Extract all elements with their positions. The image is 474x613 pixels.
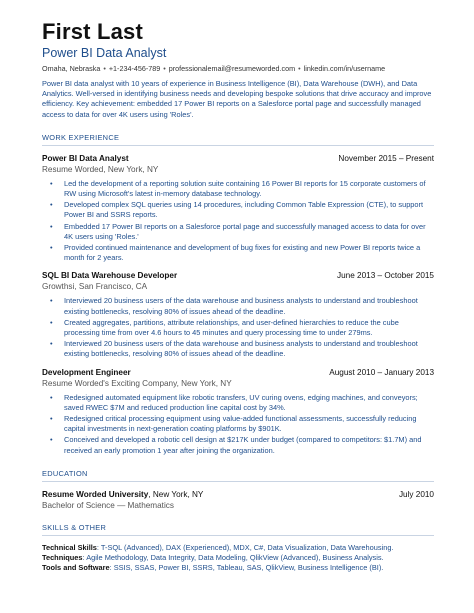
education-school: Resume Worded University <box>42 489 149 499</box>
skill-value: : T-SQL (Advanced), DAX (Experienced), MDX, C#, Data Visualization, Data Warehousing. <box>96 542 394 552</box>
job-bullet: • Interviewed 20 business users of the data warehouse and business analysts to understand and troubleshoot existing bottlenecks, resolving 80% of issues ahead of the deadline. <box>58 339 434 359</box>
job-title: SQL BI Data Warehouse Developer <box>42 271 178 281</box>
resume-page <box>42 20 434 573</box>
job-bullet: • Embedded 17 Power BI reports on a Salesforce portal page and successfully managed access to data for over 4K users using 'Roles.' <box>58 222 434 242</box>
job-entry <box>42 271 434 359</box>
job-dates: June 2013 – October 2015 <box>337 271 434 281</box>
job-dates: August 2010 – January 2013 <box>329 367 434 377</box>
section-title-experience: WORK EXPERIENCE <box>42 133 434 146</box>
skill-value: : SSIS, SSAS, Power BI, SSRS, Tableau, SAS, QlikView, Business Intelligence (BI). <box>109 563 384 573</box>
skill-label: Techniques <box>42 553 83 563</box>
skill-line <box>42 563 434 573</box>
job-bullets <box>42 393 434 456</box>
education-entry <box>42 490 434 510</box>
job-bullet: • Provided continued maintenance and development of bug fixes for existing and new Power BI reports twice a month for 2 years. <box>58 243 434 263</box>
skill-label: Technical Skills <box>42 542 97 552</box>
job-entry <box>42 368 434 456</box>
education-date: July 2010 <box>398 489 434 499</box>
job-title: Power BI Data Analyst <box>42 153 129 163</box>
skill-line <box>42 553 434 563</box>
education-school-line <box>42 490 203 499</box>
contact-separator: • <box>163 64 166 73</box>
job-bullet: • Developed complex SQL queries using 14 procedures, including Common Table Expression (CTE), to support Power BI and SSRS reports. <box>58 200 434 220</box>
job-bullet: • Conceived and developed a robotic cell design at $217K under budget (compared to competitors: $1.7M) and received an early promotion 1 year after joining the organization. <box>58 435 434 455</box>
job-bullet: • Led the development of a reporting solution suite containing 16 Power BI reports for 15 corporate customers of RW using Microsoft's latest in-memory database technology. <box>58 179 434 199</box>
contact-location: Omaha, Nebraska <box>42 64 101 73</box>
section-title-skills: SKILLS & OTHER <box>42 523 434 536</box>
skill-line <box>42 543 434 553</box>
skill-value: : Agile Methodology, Data Integrity, Data Modeling, QlikView (Advanced), Business Analysis. <box>82 553 384 563</box>
summary-text: Power BI data analyst with 10 years of experience in Business Intelligence (BI), Data Warehouse (DWH), and Data Analytics. Well-versed in identifying business needs and developing bespoke solutions that drive accuracy and improve efficiency. Key achievement: embedded 17 Power BI reports on a Salesforce portal page and successfully managed access to data for over 4K users using 'Roles'. <box>42 79 432 119</box>
job-bullet: • Created aggregates, partitions, attribute relationships, and user-defined hierarchies to reduce the cube processing time from over 4.6 hours to 45 minutes and query processing time to under 279ms. <box>58 318 434 338</box>
contact-phone: +1-234-456-789 <box>108 64 161 73</box>
job-entry <box>42 154 434 264</box>
job-company: Resume Worded's Exciting Company, New York, NY <box>42 378 232 388</box>
section-title-education: EDUCATION <box>42 469 434 482</box>
candidate-name: First Last <box>42 19 144 44</box>
skills-list <box>42 543 434 574</box>
contact-separator: • <box>103 64 106 73</box>
skill-label: Tools and Software <box>42 563 110 573</box>
contact-linkedin[interactable]: linkedin.com/in/username <box>303 64 386 73</box>
job-bullet: • Redesigned critical processing equipment using value-added functional assessments, successfully reducing capital investments in next-generation coating platforms by $901K. <box>58 414 434 434</box>
education-location: , New York, NY <box>148 489 204 499</box>
job-bullet: • Interviewed 20 business users of the data warehouse and business analysts to understand and troubleshoot existing bottlenecks, resolving 80% of issues ahead of the deadline. <box>58 296 434 316</box>
education-degree: Bachelor of Science — Mathematics <box>42 500 174 510</box>
job-title: Development Engineer <box>42 367 131 377</box>
candidate-role: Power BI Data Analyst <box>42 46 167 60</box>
contact-email[interactable]: professionalemail@resumeworded.com <box>168 64 296 73</box>
job-dates: November 2015 – Present <box>338 153 434 163</box>
contact-separator: • <box>298 64 301 73</box>
job-bullets <box>42 296 434 359</box>
job-company: Growthsi, San Francisco, CA <box>42 282 148 292</box>
contact-line <box>42 64 434 74</box>
job-bullets <box>42 179 434 264</box>
job-bullet: • Redesigned automated equipment like robotic transfers, UV curing ovens, edging machines, and conveyors; saved RWEC $7M and reduced production line capital cost by 34%. <box>58 393 434 413</box>
job-company: Resume Worded, New York, NY <box>42 164 159 174</box>
